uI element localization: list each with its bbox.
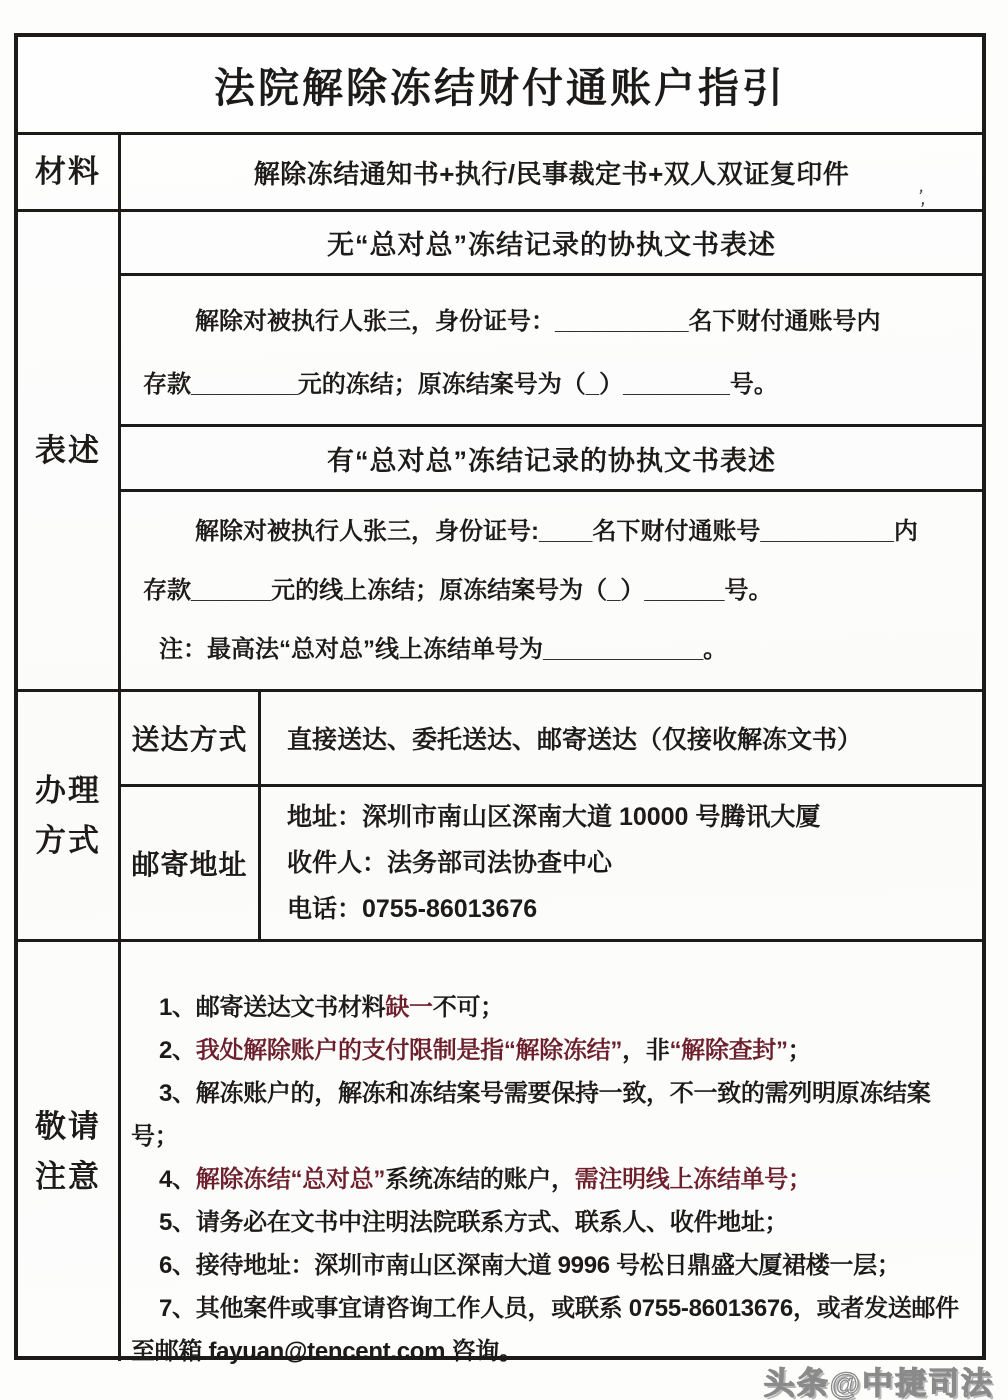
notice-label	[18, 942, 121, 1361]
statement-line: 存款________元的冻结；原冻结案号为（_）________号。	[143, 371, 778, 398]
statement-body-with-zdz	[121, 492, 982, 689]
notice-segment: ；	[787, 1037, 812, 1064]
notice-segment: 3、解冻账户的，解冻和冻结案号需要保持一致，不一致的需列明原冻结案号；	[131, 1080, 931, 1150]
toutiao-watermark: 头条@中捷司法	[763, 1366, 994, 1400]
statement-line: 解除对被执行人张三，身份证号：__________名下财付通账号内	[195, 308, 881, 335]
notice-segment: 6、接待地址：深圳市南山区深南大道 9996 号松日鼎盛大厦裙楼一层；	[159, 1252, 901, 1279]
notice-item-5	[131, 1201, 974, 1244]
process-label-line1: 办理	[35, 772, 101, 808]
materials-label: 材料	[18, 135, 121, 209]
notice-segment: 需注明线上冻结单号；	[574, 1166, 812, 1193]
notice-item-4	[131, 1158, 974, 1201]
materials-text: 解除冻结通知书+执行/民事裁定书+双人双证复印件	[253, 158, 850, 189]
ink-speck: ’,	[914, 186, 930, 210]
statements-content	[121, 212, 982, 689]
statements-row	[18, 212, 982, 692]
statement-line: 解除对被执行人张三，身份证号:____名下财付通账号__________内	[195, 518, 918, 545]
notice-segment: 7、其他案件或事宜请咨询工作人员，或联系 0755-86013676，或者发送邮件至邮箱 fayuan@tencent.com 咨询。	[131, 1295, 959, 1365]
statement-header-with-zdz: 有“总对总”冻结记录的协执文书表述	[121, 424, 982, 492]
process-label-line2: 方式	[35, 822, 101, 858]
notice-label-line1: 敬请	[35, 1108, 101, 1144]
materials-row	[18, 135, 982, 212]
notice-item-2	[131, 1029, 974, 1072]
delivery-method-content: 直接送达、委托送达、邮寄送达（仅接收解冻文书）	[287, 726, 863, 754]
notice-segment: 解除冻结“总对总”	[195, 1166, 386, 1193]
notice-segment: 我处解除账户的支付限制是指“解除冻结”	[195, 1037, 623, 1064]
delivery-method-row	[121, 692, 982, 787]
title-row	[18, 37, 982, 135]
notice-row	[18, 942, 982, 1365]
notice-label-line2: 注意	[35, 1158, 101, 1194]
notice-content	[121, 942, 982, 1365]
notice-item-3	[131, 1072, 974, 1158]
statement-header-no-zdz: 无“总对总”冻结记录的协执文书表述	[121, 212, 982, 276]
notice-segment: 4、	[159, 1166, 196, 1193]
process-content	[121, 692, 982, 939]
notice-segment: 系统冻结的账户，	[385, 1166, 575, 1193]
statement-line: 存款______元的线上冻结；原冻结案号为（_）______号。	[143, 577, 773, 604]
mailing-address-row	[121, 787, 982, 939]
process-row	[18, 692, 982, 942]
notice-segment: 1、邮寄送达文书材料	[159, 994, 386, 1021]
mailing-address-line: 地址：深圳市南山区深南大道 10000 号腾讯大厦	[287, 803, 821, 831]
mailing-address-content	[261, 787, 982, 939]
statements-label: 表述	[18, 212, 121, 689]
notice-segment: “解除查封”	[669, 1037, 788, 1064]
notice-segment: 2、	[159, 1037, 196, 1064]
notice-item-6	[131, 1244, 974, 1287]
notice-segment: 缺一	[385, 994, 433, 1021]
mailing-recipient-line: 收件人：法务部司法协查中心	[287, 849, 613, 877]
notice-segment: 不可；	[432, 994, 504, 1021]
page-title: 法院解除冻结财付通账户指引	[214, 65, 786, 111]
statement-note: 注：最高法“总对总”线上冻结单号为____________。	[159, 636, 728, 663]
statement-body-no-zdz	[121, 276, 982, 424]
mailing-phone-line: 电话：0755-86013676	[287, 895, 538, 923]
notice-item-1	[131, 986, 974, 1029]
notice-segment: ，非	[622, 1037, 670, 1064]
mailing-address-label: 邮寄地址	[121, 787, 261, 939]
process-label	[18, 692, 121, 939]
materials-content-cell	[121, 135, 982, 209]
delivery-method-label: 送达方式	[121, 692, 261, 784]
guide-table	[14, 33, 986, 1365]
notice-segment: 5、请务必在文书中注明法院联系方式、联系人、收件地址；	[159, 1209, 789, 1236]
